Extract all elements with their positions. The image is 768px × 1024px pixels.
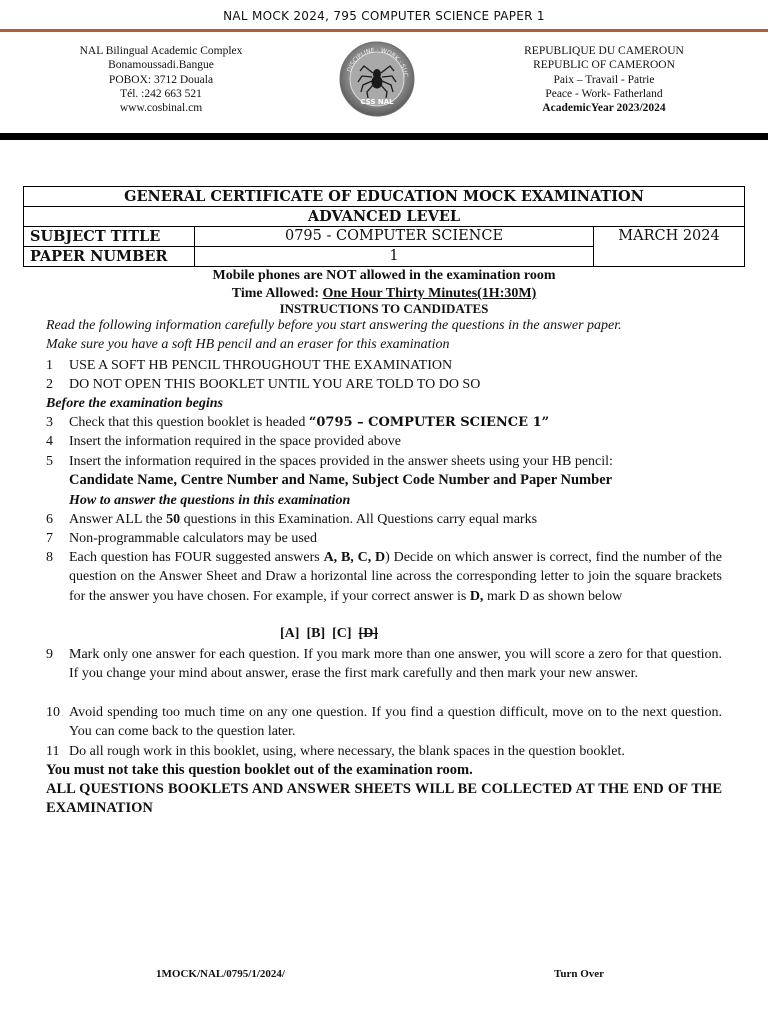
website-link[interactable]: www.cosbinal.cm (119, 102, 203, 115)
instruction-item (46, 529, 722, 548)
instruction-item (46, 645, 722, 684)
example-answer: D, (469, 588, 484, 604)
instruction-item (46, 510, 722, 529)
item-text: Check that this question booklet is headed (69, 415, 309, 430)
question-count: 50 (166, 512, 181, 527)
time-allowed-label: Time Allowed: (231, 286, 323, 301)
item-text: Avoid spending too much time on any one question. If you find a question difficult, move on to the next question. You can come back to the question later. (69, 705, 722, 740)
instruction-item (46, 356, 722, 375)
intro-line-2: Make sure you have a soft HB pencil and an eraser for this examination (46, 337, 450, 352)
item-text: Insert the information required in the space provided above (69, 434, 401, 449)
example-option-a: [A] (280, 626, 300, 641)
address-line: Tél. :242 663 521 (120, 87, 202, 100)
booklet-heading-text: “0795 – COMPUTER SCIENCE 1” (308, 415, 550, 430)
footer-code: 1MOCK/NAL/0795/1/2024/ (156, 968, 285, 980)
instruction-item (46, 375, 722, 394)
republic-block (490, 44, 718, 115)
item-number: 9 (46, 647, 53, 662)
header-divider-bar (0, 133, 768, 140)
item-number: 5 (46, 454, 53, 469)
item-number: 7 (46, 531, 53, 546)
instruction-item (46, 413, 722, 432)
time-allowed-value: One Hour Thirty Minutes(1H:30M) (322, 286, 537, 301)
page-header-title: NAL MOCK 2024, 795 COMPUTER SCIENCE PAPER 1 (223, 9, 545, 23)
item-number: 10 (46, 705, 60, 720)
item-text: Do all rough work in this booklet, using, where necessary, the blank spaces in the question booklet. (69, 744, 625, 759)
address-line: Bonamoussadi.Bangue (108, 59, 214, 72)
logo-ring-text: DISCIPLINE · WORK · SUC (346, 46, 409, 78)
exam-date: MARCH 2024 (594, 227, 745, 267)
motto-fr: Paix – Travail - Patrie (553, 73, 655, 86)
example-option-b: [B] (306, 626, 326, 641)
how-to-answer-heading: How to answer the questions in this examination (69, 492, 351, 508)
school-address-block (56, 44, 266, 115)
item-text: questions in this Examination. All Questions carry equal marks (180, 512, 538, 527)
item-number: 2 (46, 377, 53, 392)
school-logo (338, 40, 416, 118)
paper-number-value: 1 (195, 247, 594, 267)
item-number: 8 (46, 550, 53, 565)
instructions-heading: INSTRUCTIONS TO CANDIDATES (279, 301, 489, 316)
academic-year: AcademicYear 2023/2024 (542, 102, 666, 115)
turn-over-label: Turn Over (554, 968, 605, 980)
item-number: 4 (46, 434, 53, 449)
example-option-d-marked: [D] (358, 626, 378, 641)
item-text: DO NOT OPEN THIS BOOKLET UNTIL YOU ARE TOLD TO DO SO (69, 377, 481, 392)
example-option-c: [C] (332, 626, 352, 641)
republic-line: REPUBLIC OF CAMEROON (533, 59, 675, 72)
header-rule (0, 29, 768, 32)
instruction-item (46, 452, 722, 510)
item-text: Answer ALL the (69, 512, 167, 527)
required-fields-line: Candidate Name, Centre Number and Name, Subject Code Number and Paper Number (69, 472, 613, 489)
address-line: NAL Bilingual Academic Complex (79, 45, 243, 57)
exam-level: ADVANCED LEVEL (24, 207, 745, 227)
before-exam-heading: Before the examination begins (46, 396, 223, 411)
logo-center-text: CSS NAL (360, 98, 394, 106)
subject-label: SUBJECT TITLE (24, 227, 195, 247)
collection-note: ALL QUESTIONS BOOKLETS AND ANSWER SHEETS WILL BE COLLECTED AT THE END OF THE EXAMINATION (46, 781, 722, 817)
answer-options: A, B, C, D (323, 550, 386, 565)
item-text: Insert the information required in the spaces provided in the answer sheets using your HB pencil: (69, 454, 613, 469)
exam-info-table (23, 186, 745, 267)
item-text: Mark only one answer for each question. If you mark more than one answer, you will score a zero for that question. If you change your mind about answer, erase the first mark carefully and then mark your new answer. (69, 647, 722, 682)
instruction-item (46, 432, 722, 451)
phone-notice: Mobile phones are NOT allowed in the examination room (212, 268, 556, 283)
instruction-item (46, 703, 722, 742)
republic-line: REPUBLIQUE DU CAMEROUN (524, 45, 684, 57)
address-line: POBOX: 3712 Douala (108, 73, 214, 86)
intro-line-1: Read the following information carefully before you start answering the questions in the answer paper. (46, 318, 622, 333)
spider-emblem-icon (338, 40, 416, 118)
time-allowed (0, 286, 768, 302)
item-text: USE A SOFT HB PENCIL THROUGHOUT THE EXAMINATION (69, 358, 453, 373)
item-text: mark D as shown below (483, 588, 623, 604)
closing-note: You must not take this question booklet out of the examination room. (46, 762, 473, 778)
instruction-item (46, 548, 722, 606)
answer-example (280, 626, 378, 642)
instruction-item (46, 742, 722, 761)
paper-number-label: PAPER NUMBER (24, 247, 195, 267)
item-number: 1 (46, 358, 53, 373)
item-number: 6 (46, 512, 53, 527)
item-number: 11 (46, 744, 60, 759)
item-number: 3 (46, 415, 53, 430)
subject-value: 0795 - COMPUTER SCIENCE (195, 227, 594, 247)
item-text: ) Decide on which answer is correct, find the number of the question on the Answer Sheet and Draw a horizontal line across the corresponding letter to join the square brackets for the answer you have chosen. For example, if your correct answer is (69, 550, 723, 604)
item-text: Non-programmable calculators may be used (69, 531, 318, 546)
exam-title: GENERAL CERTIFICATE OF EDUCATION MOCK EXAMINATION (24, 187, 745, 207)
motto-en: Peace - Work- Fatherland (545, 87, 663, 100)
item-text: Each question has FOUR suggested answers (69, 550, 324, 565)
